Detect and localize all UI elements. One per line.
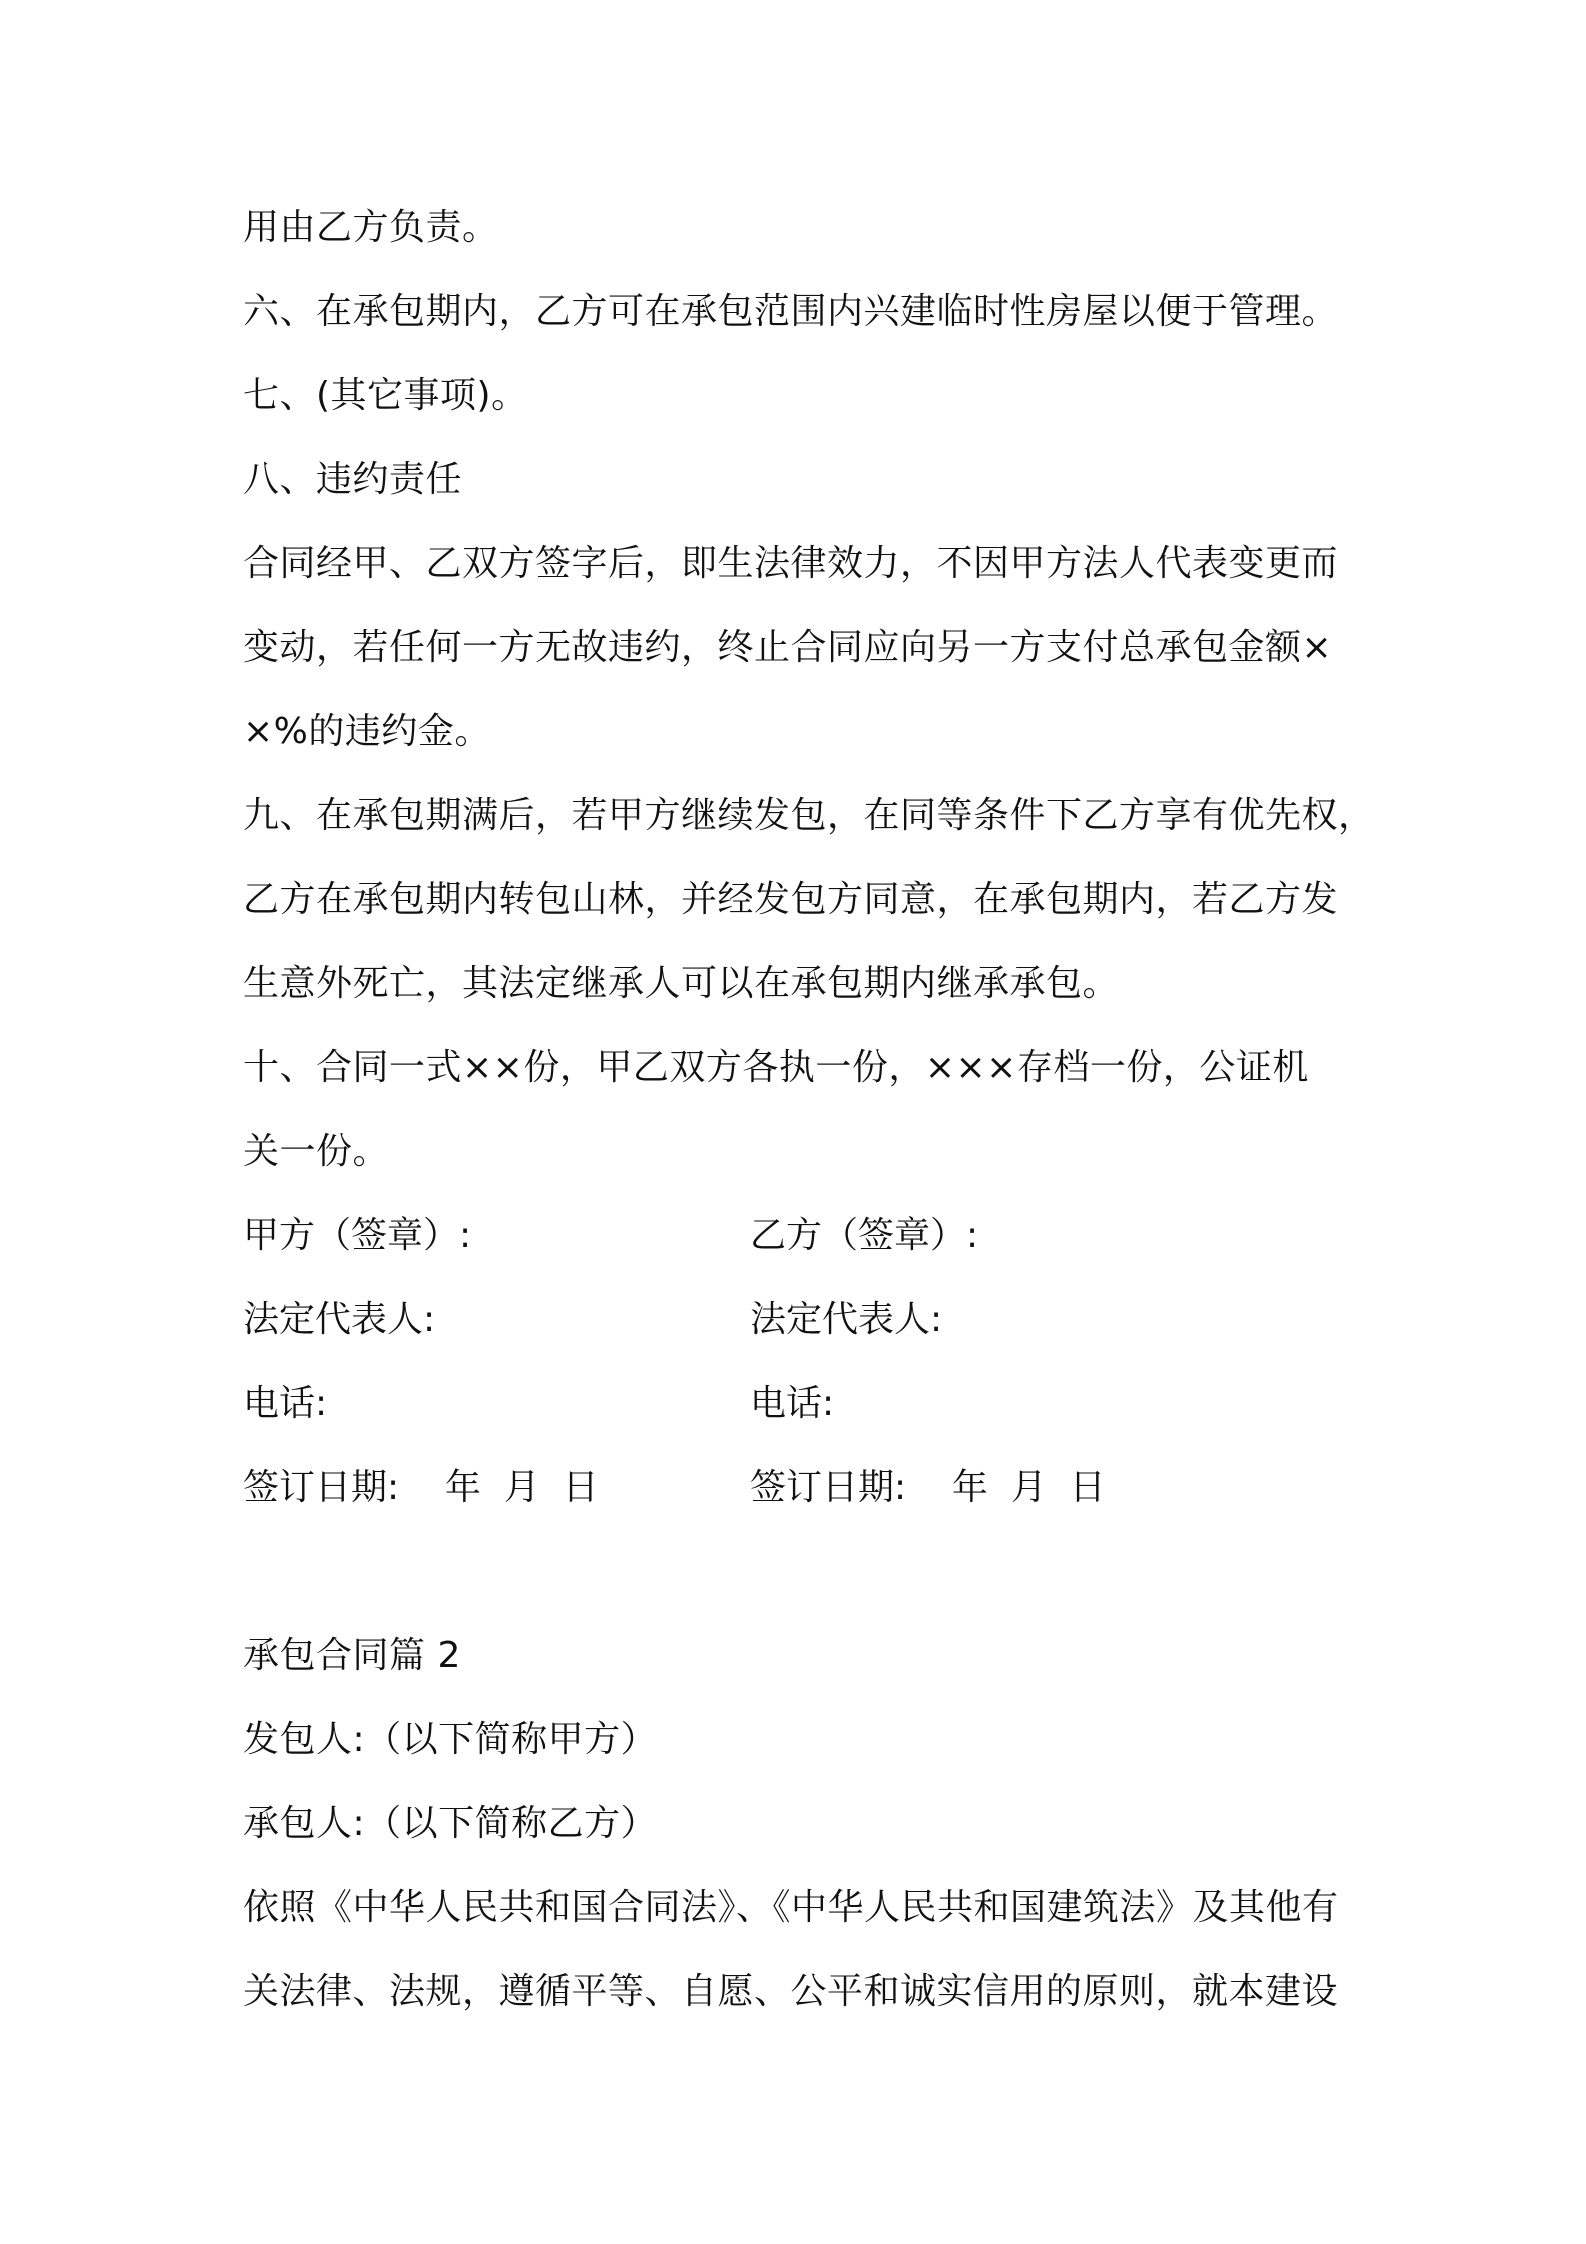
clause-9: 九、在承包期满后，若甲方继续发包，在同等条件下乙方享有优先权， (243, 795, 1375, 836)
clause-7: 七、(其它事项)。 (243, 375, 528, 416)
paragraph-line: 生意外死亡，其法定继承人可以在承包期内继承承包。 (243, 963, 1120, 1004)
party-b-date: 签订日期: 年 月 日 (750, 1467, 1106, 1508)
clause-10: 十、合同一式××份，甲乙双方各执一份，×××存档一份，公证机 (243, 1047, 1309, 1088)
section-title: 承包合同篇 2 (243, 1635, 461, 1676)
paragraph-line: 关一份。 (243, 1131, 390, 1172)
paragraph-line: ×%的违约金。 (243, 711, 491, 752)
party-a-rep: 法定代表人: (243, 1299, 436, 1340)
paragraph-line: 变动，若任何一方无故违约，终止合同应向另一方支付总承包金额× (243, 627, 1333, 668)
party-b-rep: 法定代表人: (750, 1299, 943, 1340)
party-a-phone: 电话: (243, 1383, 328, 1424)
paragraph-line: 关法律、法规，遵循平等、自愿、公平和诚实信用的原则，就本建设 (243, 1971, 1339, 2012)
party-a-date: 签订日期: 年 月 日 (243, 1467, 599, 1508)
paragraph-line: 合同经甲、乙双方签字后，即生法律效力，不因甲方法人代表变更而 (243, 543, 1339, 584)
party-b-phone: 电话: (750, 1383, 835, 1424)
party-b-seal: 乙方（签章）: (750, 1215, 979, 1256)
contractor-line: 承包人:（以下简称乙方） (243, 1803, 658, 1844)
clause-8-heading: 八、违约责任 (243, 459, 463, 500)
employer-line: 发包人:（以下简称甲方） (243, 1719, 658, 1760)
paragraph-line: 用由乙方负责。 (243, 207, 499, 248)
clause-6: 六、在承包期内，乙方可在承包范围内兴建临时性房屋以便于管理。 (243, 291, 1339, 332)
party-a-seal: 甲方（签章）: (243, 1215, 472, 1256)
paragraph-line: 乙方在承包期内转包山林，并经发包方同意，在承包期内，若乙方发 (243, 879, 1339, 920)
paragraph-line: 依照《中华人民共和国合同法》、《中华人民共和国建筑法》及其他有 (243, 1887, 1339, 1928)
